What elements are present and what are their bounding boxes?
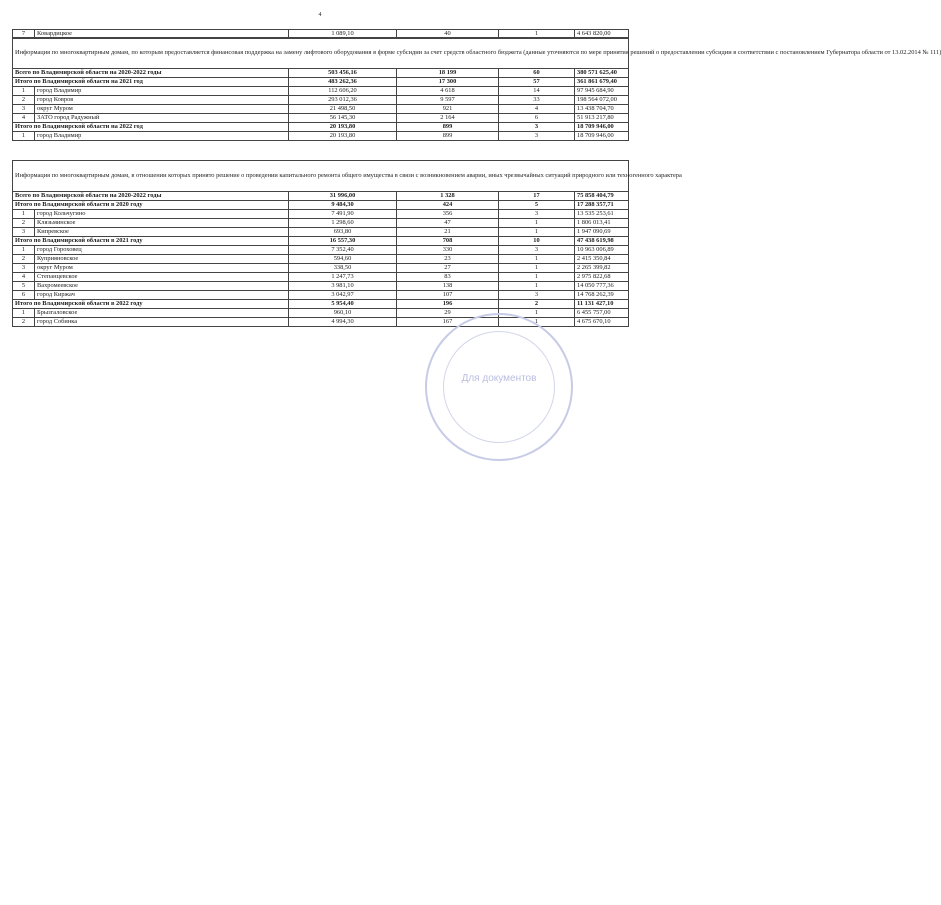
area-value: 338,50 <box>289 264 397 273</box>
total-row <box>13 123 629 132</box>
total-row <box>13 192 629 201</box>
area-value: 31 996,00 <box>289 192 397 201</box>
cost-value: 2 265 399,82 <box>575 264 629 273</box>
row-number: 2 <box>13 318 35 327</box>
table-row <box>13 228 629 237</box>
houses-value: 14 <box>499 87 575 96</box>
table-row <box>13 210 629 219</box>
emergency-section-rows <box>13 192 629 327</box>
houses-value: 2 <box>499 300 575 309</box>
total-label: Всего по Владимирской области на 2020-2022 годы <box>13 69 289 78</box>
residents-value: 17 300 <box>397 78 499 87</box>
houses-value: 17 <box>499 192 575 201</box>
row-number: 2 <box>13 96 35 105</box>
houses-value: 1 <box>499 264 575 273</box>
municipality-name: город Ковров <box>35 96 289 105</box>
lift-section-rows <box>13 69 629 141</box>
cost-value: 1 806 013,41 <box>575 219 629 228</box>
residents-value: 899 <box>397 123 499 132</box>
cost-value: 13 535 253,61 <box>575 210 629 219</box>
residents-value: 196 <box>397 300 499 309</box>
residents-value: 167 <box>397 318 499 327</box>
municipality-name: город Киржач <box>35 291 289 300</box>
municipality-name: город Собинка <box>35 318 289 327</box>
total-row <box>13 78 629 87</box>
cost-value: 4 675 670,10 <box>575 318 629 327</box>
area-value: 20 193,80 <box>289 123 397 132</box>
houses-value: 57 <box>499 78 575 87</box>
municipality-name: Кипревское <box>35 228 289 237</box>
municipality-name: округ Муром <box>35 264 289 273</box>
row-number: 1 <box>13 210 35 219</box>
emergency-section-heading: Информация по многоквартирным домам, в отношении которых принято решение о проведении капитального ремонта общего имущества в связи с возникновением аварии, иных чрезвычайных ситуаций природного или техногенного характера <box>13 161 629 192</box>
row-number: 6 <box>13 291 35 300</box>
table-row <box>13 309 629 318</box>
stamp-inner-ring <box>443 331 555 443</box>
houses-value: 1 <box>499 30 575 39</box>
residents-value: 2 164 <box>397 114 499 123</box>
area-value: 56 145,30 <box>289 114 397 123</box>
row-number: 1 <box>13 246 35 255</box>
houses-value: 1 <box>499 309 575 318</box>
houses-value: 1 <box>499 318 575 327</box>
row-number: 1 <box>13 87 35 96</box>
stamp-text: Для документов <box>461 373 537 384</box>
row-number: 3 <box>13 228 35 237</box>
houses-value: 1 <box>499 255 575 264</box>
table-row <box>13 255 629 264</box>
row-number: 3 <box>13 264 35 273</box>
municipality-name: Брызгаловское <box>35 309 289 318</box>
houses-value: 3 <box>499 132 575 141</box>
residents-value: 138 <box>397 282 499 291</box>
houses-value: 1 <box>499 282 575 291</box>
total-label: Итого по Владимирской области на 2021 год <box>13 78 289 87</box>
cost-value: 14 768 262,39 <box>575 291 629 300</box>
area-value: 693,80 <box>289 228 397 237</box>
houses-value: 1 <box>499 228 575 237</box>
cost-value: 97 945 684,90 <box>575 87 629 96</box>
table-row <box>13 282 629 291</box>
area-value: 483 262,36 <box>289 78 397 87</box>
municipality-name: Ковардицкое <box>35 30 289 39</box>
residents-value: 921 <box>397 105 499 114</box>
houses-value: 3 <box>499 210 575 219</box>
houses-value: 33 <box>499 96 575 105</box>
row-number: 1 <box>13 132 35 141</box>
cost-value: 14 050 777,36 <box>575 282 629 291</box>
area-value: 5 954,40 <box>289 300 397 309</box>
houses-value: 10 <box>499 237 575 246</box>
cost-value: 361 861 679,40 <box>575 78 629 87</box>
residents-value: 708 <box>397 237 499 246</box>
total-label: Итого по Владимирской области в 2020 году <box>13 201 289 210</box>
residents-value: 107 <box>397 291 499 300</box>
total-label: Итого по Владимирской области в 2022 году <box>13 300 289 309</box>
residents-value: 899 <box>397 132 499 141</box>
row-number: 4 <box>13 114 35 123</box>
row-number: 2 <box>13 219 35 228</box>
residents-value: 23 <box>397 255 499 264</box>
cost-value: 13 438 704,70 <box>575 105 629 114</box>
municipality-name: округ Муром <box>35 105 289 114</box>
total-row <box>13 69 629 78</box>
cost-value: 2 415 350,84 <box>575 255 629 264</box>
cost-value: 18 709 946,00 <box>575 132 629 141</box>
area-value: 7 491,90 <box>289 210 397 219</box>
residents-value: 18 199 <box>397 69 499 78</box>
residents-value: 330 <box>397 246 499 255</box>
municipality-name: Клязьминское <box>35 219 289 228</box>
table-row <box>13 132 629 141</box>
cost-value: 18 709 946,00 <box>575 123 629 132</box>
municipality-name: город Кольчугино <box>35 210 289 219</box>
row-number: 3 <box>13 105 35 114</box>
houses-value: 1 <box>499 219 575 228</box>
area-value: 9 484,30 <box>289 201 397 210</box>
cost-value: 11 131 427,10 <box>575 300 629 309</box>
total-label: Итого по Владимирской области на 2022 год <box>13 123 289 132</box>
cost-value: 2 975 822,68 <box>575 273 629 282</box>
houses-value: 5 <box>499 201 575 210</box>
area-value: 21 498,50 <box>289 105 397 114</box>
row-number: 4 <box>13 273 35 282</box>
cost-value: 47 438 619,98 <box>575 237 629 246</box>
residents-value: 27 <box>397 264 499 273</box>
municipality-name: город Гороховец <box>35 246 289 255</box>
lift-section-heading: Информация по многоквартирным домам, по которым предоставляется финансовая поддержка на замену лифтового оборудования в форме субсидии за счет средств областного бюджета (данные уточняются по мере принятия решений о предоставлении субсидии в соответствии с постановлением Губернатора области от 13.02.2014 № 111) <box>13 38 629 69</box>
residents-value: 1 328 <box>397 192 499 201</box>
total-row <box>13 300 629 309</box>
area-value: 1 089,10 <box>289 30 397 39</box>
municipality-name: ЗАТО город Радужный <box>35 114 289 123</box>
residents-value: 47 <box>397 219 499 228</box>
municipality-name: Куприяновское <box>35 255 289 264</box>
page-number: 4 <box>318 12 322 18</box>
cost-value: 10 963 006,89 <box>575 246 629 255</box>
area-value: 3 981,10 <box>289 282 397 291</box>
row-number: 2 <box>13 255 35 264</box>
residents-value: 9 597 <box>397 96 499 105</box>
residents-value: 356 <box>397 210 499 219</box>
table-row <box>13 114 629 123</box>
table-row <box>13 273 629 282</box>
municipality-name: город Владимир <box>35 87 289 96</box>
residents-value: 40 <box>397 30 499 39</box>
total-label: Итого по Владимирской области в 2021 году <box>13 237 289 246</box>
area-value: 16 557,30 <box>289 237 397 246</box>
area-value: 1 298,60 <box>289 219 397 228</box>
area-value: 20 193,80 <box>289 132 397 141</box>
area-value: 960,10 <box>289 309 397 318</box>
houses-value: 3 <box>499 123 575 132</box>
cost-value: 380 571 625,40 <box>575 69 629 78</box>
houses-value: 4 <box>499 105 575 114</box>
table-row <box>13 96 629 105</box>
residents-value: 29 <box>397 309 499 318</box>
area-value: 293 012,36 <box>289 96 397 105</box>
row-number: 1 <box>13 309 35 318</box>
table-row <box>13 264 629 273</box>
municipality-name: Степанцевское <box>35 273 289 282</box>
residents-value: 424 <box>397 201 499 210</box>
houses-value: 3 <box>499 291 575 300</box>
area-value: 1 247,73 <box>289 273 397 282</box>
stamp-seal <box>425 313 573 461</box>
municipality-name: город Владимир <box>35 132 289 141</box>
houses-value: 60 <box>499 69 575 78</box>
row-number: 5 <box>13 282 35 291</box>
houses-value: 1 <box>499 273 575 282</box>
municipality-name: Вахромеевское <box>35 282 289 291</box>
houses-value: 6 <box>499 114 575 123</box>
cost-value: 51 913 217,80 <box>575 114 629 123</box>
area-value: 594,60 <box>289 255 397 264</box>
area-value: 4 994,30 <box>289 318 397 327</box>
cost-value: 1 947 090,69 <box>575 228 629 237</box>
lift-section-table <box>12 37 941 141</box>
area-value: 503 456,16 <box>289 69 397 78</box>
cost-value: 6 455 757,00 <box>575 309 629 318</box>
table-row <box>13 246 629 255</box>
residents-value: 4 618 <box>397 87 499 96</box>
total-row <box>13 237 629 246</box>
table-row <box>13 87 629 96</box>
table-row <box>13 105 629 114</box>
cost-value: 17 288 357,71 <box>575 201 629 210</box>
table-row <box>13 219 629 228</box>
residents-value: 83 <box>397 273 499 282</box>
area-value: 3 042,97 <box>289 291 397 300</box>
houses-value: 3 <box>499 246 575 255</box>
total-label: Всего по Владимирской области на 2020-2022 годы <box>13 192 289 201</box>
table-row <box>13 291 629 300</box>
residents-value: 21 <box>397 228 499 237</box>
area-value: 112 606,20 <box>289 87 397 96</box>
cost-value: 198 564 072,00 <box>575 96 629 105</box>
total-row <box>13 201 629 210</box>
cost-value: 4 643 820,00 <box>575 30 629 39</box>
emergency-section-table <box>12 160 682 327</box>
area-value: 7 352,40 <box>289 246 397 255</box>
row-number: 7 <box>13 30 35 39</box>
cost-value: 75 858 404,79 <box>575 192 629 201</box>
